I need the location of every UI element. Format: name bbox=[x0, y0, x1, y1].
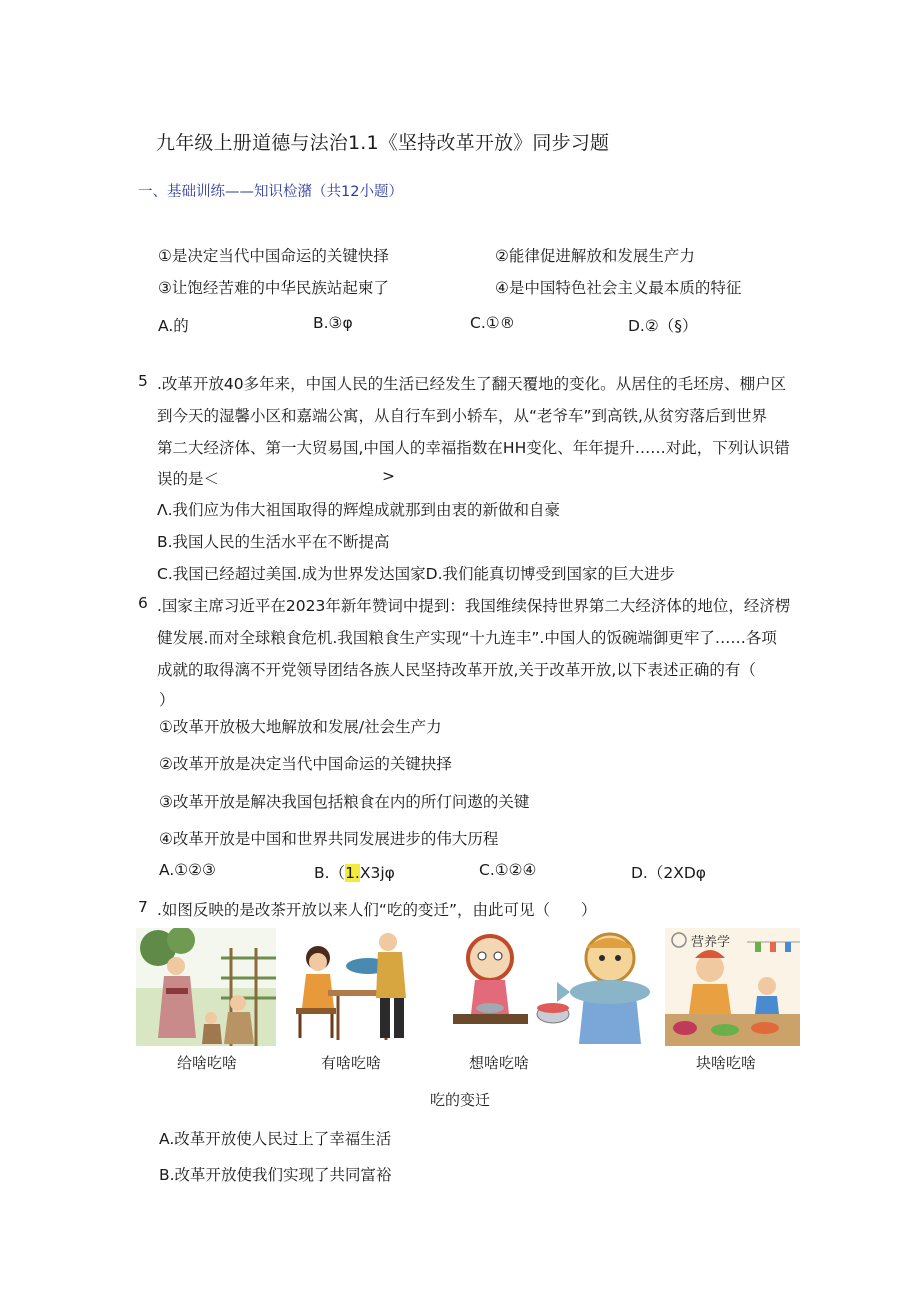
q6-statement-3: ③改革开放是解决我国包括粮食在内的所仃问遨的关键 bbox=[159, 793, 530, 811]
q6-line-1: .国家主席习近平在2023年新年赞词中提到：我国维续保持世界第二大经济体的地位，经济楞 bbox=[157, 597, 791, 615]
q6-choice-b-prefix: B.（ bbox=[314, 864, 346, 882]
section-heading: 一、基础训练——知识检潴（共12小题） bbox=[138, 184, 403, 200]
q4-statement-3: ③让饱经苦难的中华民族站起柬了 bbox=[158, 279, 389, 297]
figure-caption: 吃的变迁 bbox=[430, 1091, 491, 1109]
q6-statement-4: ④改革开放是中国和世界共同发展进步的伟大历程 bbox=[159, 830, 499, 848]
q7-number: 7 bbox=[138, 898, 148, 916]
q5-option-b[interactable]: B.我国人民的生活水平在不断提高 bbox=[157, 533, 390, 551]
caption-1: 给啥吃啥 bbox=[177, 1054, 238, 1072]
caption-3: 想啥吃啥 bbox=[469, 1054, 530, 1072]
q6-choice-c[interactable]: C.①②④ bbox=[479, 861, 537, 879]
image-nutrition-meal bbox=[665, 928, 800, 1046]
q6-choice-b-highlight: 1. bbox=[345, 864, 360, 882]
q4-choice-a[interactable]: A.的 bbox=[158, 317, 189, 335]
q4-choice-c[interactable]: C.①® bbox=[470, 314, 516, 332]
q6-number: 6 bbox=[138, 594, 148, 612]
q4-choice-b[interactable]: B.③φ bbox=[313, 314, 353, 332]
caption-2: 有啥吃啥 bbox=[321, 1054, 382, 1072]
q7-option-a[interactable]: A.改革开放使人民过上了幸福生活 bbox=[159, 1130, 392, 1148]
q5-line-4: 误的是＜ bbox=[157, 470, 220, 488]
q4-statement-1: ①是决定当代中国命运的关键快择 bbox=[158, 247, 389, 265]
q4-choice-d[interactable]: D.②（§） bbox=[628, 317, 698, 335]
q6-line-2: 健发展.而对全球粮食危机.我国粮食生产实现“十九连丰”.中国人的饭碗端御更牢了……各项 bbox=[157, 629, 777, 647]
q5-line-1: .改革开放40多年来，中国人民的生活已经发生了翻天覆地的变化。从居住的毛坯房、棚户区 bbox=[157, 375, 787, 393]
q6-choice-a[interactable]: A.①②③ bbox=[159, 861, 216, 879]
q6-choice-b[interactable] bbox=[314, 861, 395, 883]
q4-statement-2: ②能律促进解放和发展生产力 bbox=[495, 247, 695, 265]
q7-option-b[interactable]: B.改革开放使我们实现了共同富裕 bbox=[159, 1166, 392, 1184]
page-title: 九年级上册道德与法治1.1《坚持改革开放》同步习题 bbox=[156, 132, 610, 154]
q4-statement-4: ④是中国特色社会主义最本质的特征 bbox=[495, 279, 742, 297]
q5-line-2: 到今天的湿馨小区和嘉端公寓，从自行车到小轿车，从“老爷车”到高铁,从贫穷落后到世界 bbox=[157, 407, 767, 425]
q5-option-c-d[interactable]: C.我国已经超过美国.成为世界发达国家D.我们能真切博受到国家的巨大进步 bbox=[157, 565, 676, 583]
q6-choice-d[interactable]: D.（2XDφ bbox=[631, 864, 707, 882]
q6-statement-1: ①改革开放极大地解放和发展/社会生产力 bbox=[159, 718, 442, 736]
q5-line-3: 第二大经济体、第一大贸易国,中国人的幸福指数在HH变化、年年提升……对此，下列认识错 bbox=[157, 439, 790, 457]
q6-line-4: ） bbox=[159, 691, 175, 709]
q6-statement-2: ②改革开放是决定当代中国命运的关键抉择 bbox=[159, 755, 452, 773]
q6-line-3: 成就的取得漓不开党领导团结各族人民坚持改革开放,关于改革开放,以下表述正确的有（ bbox=[157, 661, 756, 679]
image-ancient-feeding bbox=[136, 928, 276, 1046]
caption-4: 块啥吃啥 bbox=[696, 1054, 757, 1072]
image-choosing-food bbox=[445, 928, 675, 1046]
image-fish-market bbox=[288, 928, 418, 1046]
q5-number: 5 bbox=[138, 372, 148, 390]
q6-choice-b-suffix: X3jφ bbox=[359, 864, 395, 882]
q5-bracket-close: > bbox=[382, 467, 395, 485]
nutrition-label: 营养学 bbox=[691, 935, 731, 950]
q5-option-a[interactable]: Λ.我们应为伟大祖国取得的辉煌成就那到由衷的新做和自豪 bbox=[157, 501, 561, 519]
q7-question: .如图反映的是改茶开放以来人们“吃的变迁”，由此可见（ ） bbox=[157, 901, 597, 919]
